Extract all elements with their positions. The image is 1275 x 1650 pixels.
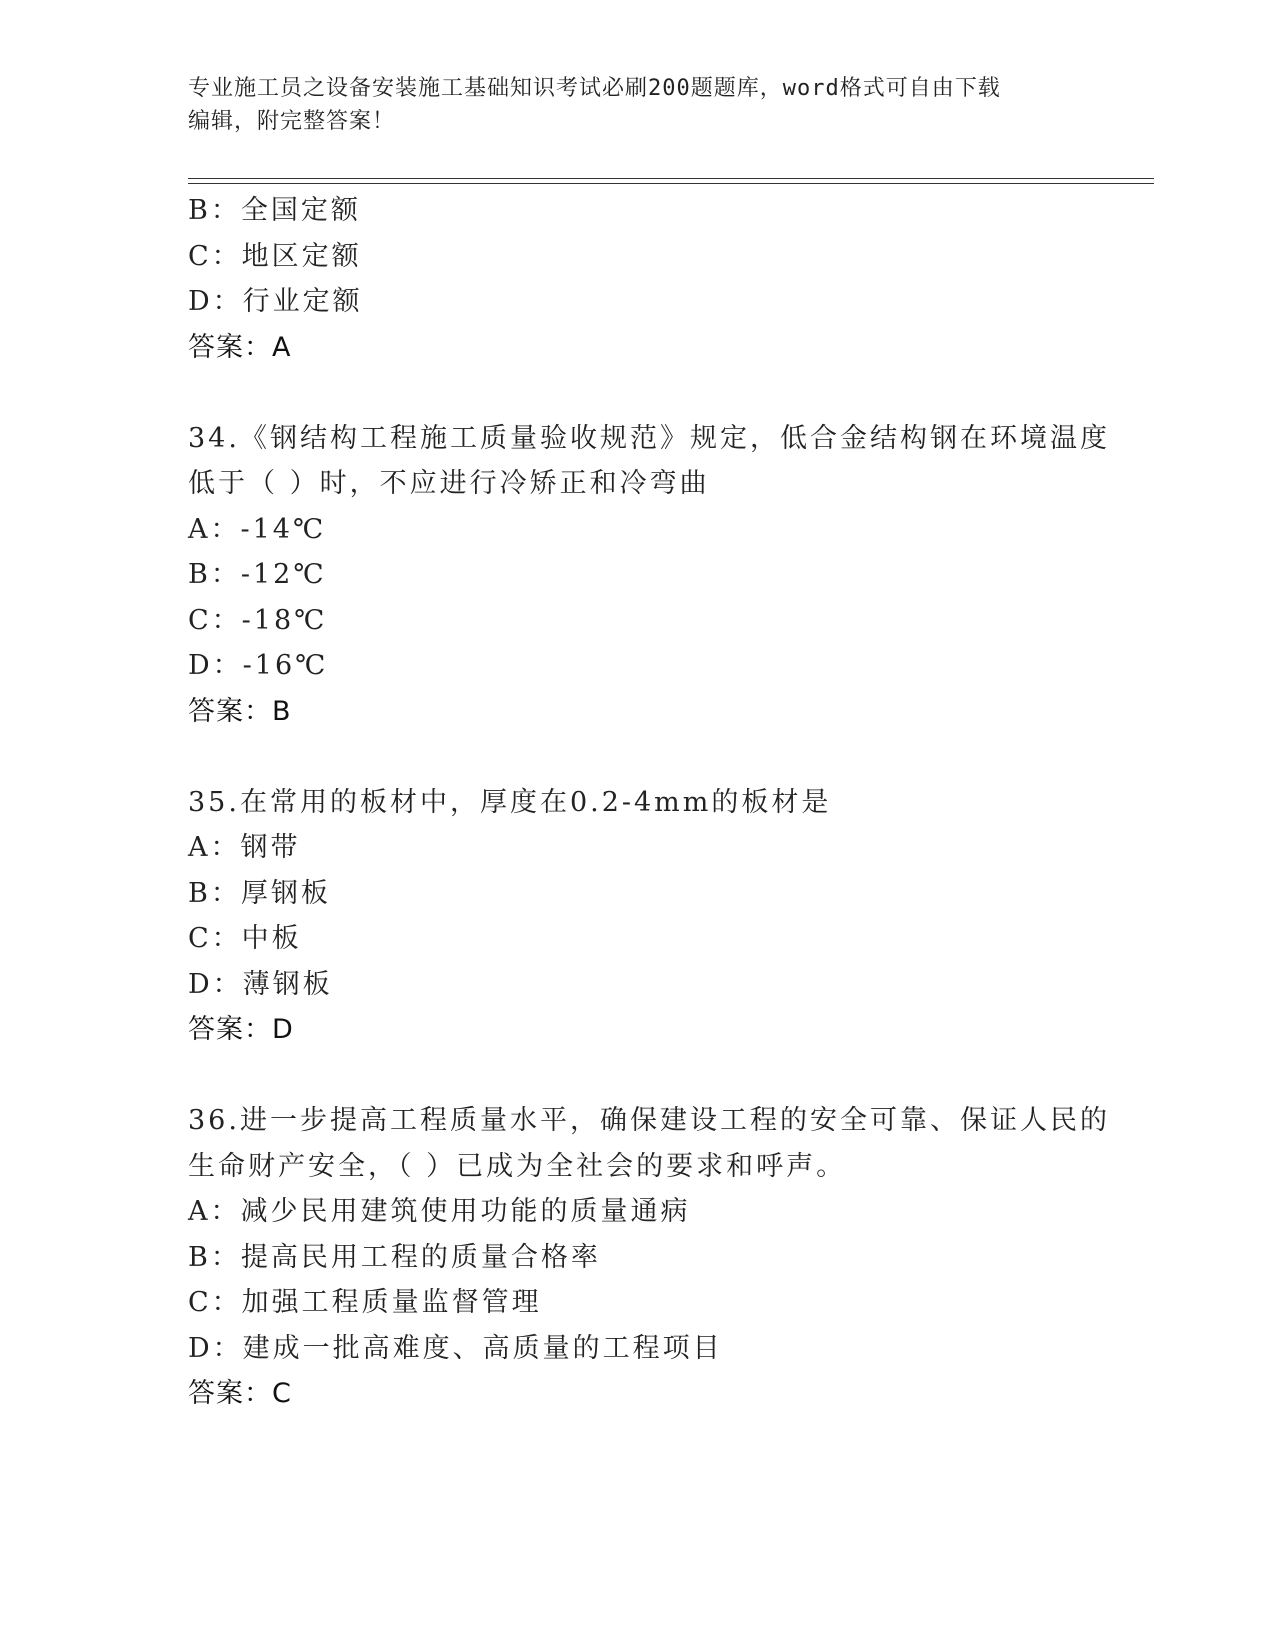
header-line-2: 编辑，附完整答案！ bbox=[188, 109, 396, 134]
option-c: C：-18℃ bbox=[188, 604, 328, 636]
option-c: C：中板 bbox=[188, 923, 302, 954]
option-d: D：薄钢板 bbox=[188, 968, 333, 1000]
option-a: A：钢带 bbox=[188, 832, 301, 863]
question-33 bbox=[188, 188, 1088, 370]
document-header bbox=[188, 72, 1088, 138]
option-d: D：-16℃ bbox=[188, 650, 329, 681]
question-stem: 36.进一步提高工程质量水平，确保建设工程的安全可靠、保证人民的 bbox=[188, 1105, 1110, 1136]
answer: 答案：B bbox=[188, 695, 292, 727]
question-stem: 35.在常用的板材中，厚度在0.2-4mm的板材是 bbox=[188, 786, 832, 818]
header-rule-bottom bbox=[188, 183, 1154, 184]
answer: 答案：C bbox=[188, 1378, 292, 1409]
option-d: D：行业定额 bbox=[188, 286, 363, 317]
spacer bbox=[188, 370, 1088, 416]
spacer bbox=[188, 1053, 1088, 1099]
option-b: B：提高民用工程的质量合格率 bbox=[188, 1241, 601, 1273]
option-c: C：地区定额 bbox=[188, 240, 362, 272]
question-35 bbox=[188, 780, 1088, 1053]
answer: 答案：A bbox=[188, 331, 292, 363]
header-rule-top bbox=[188, 178, 1154, 179]
option-a: A：-14℃ bbox=[188, 513, 327, 545]
question-34 bbox=[188, 416, 1110, 735]
question-stem: 34.《钢结构工程施工质量验收规范》规定，低合金结构钢在环境温度 bbox=[188, 422, 1110, 454]
option-c: C：加强工程质量监督管理 bbox=[188, 1287, 542, 1318]
question-list bbox=[188, 188, 1110, 1417]
question-36 bbox=[188, 1098, 1110, 1417]
option-b: B：全国定额 bbox=[188, 195, 361, 226]
question-stem-cont: 低于（ ）时，不应进行冷矫正和冷弯曲 bbox=[188, 468, 710, 499]
question-stem-cont: 生命财产安全，（ ）已成为全社会的要求和呼声。 bbox=[188, 1150, 847, 1182]
option-b: B：厚钢板 bbox=[188, 877, 331, 909]
answer: 答案：D bbox=[188, 1014, 294, 1045]
spacer bbox=[188, 734, 1088, 780]
header-line-1: 专业施工员之设备安装施工基础知识考试必刷200题题库，word格式可自由下载 bbox=[188, 76, 1001, 101]
option-a: A：减少民用建筑使用功能的质量通病 bbox=[188, 1196, 691, 1227]
option-d: D：建成一批高难度、高质量的工程项目 bbox=[188, 1332, 723, 1364]
option-b: B：-12℃ bbox=[188, 559, 327, 590]
